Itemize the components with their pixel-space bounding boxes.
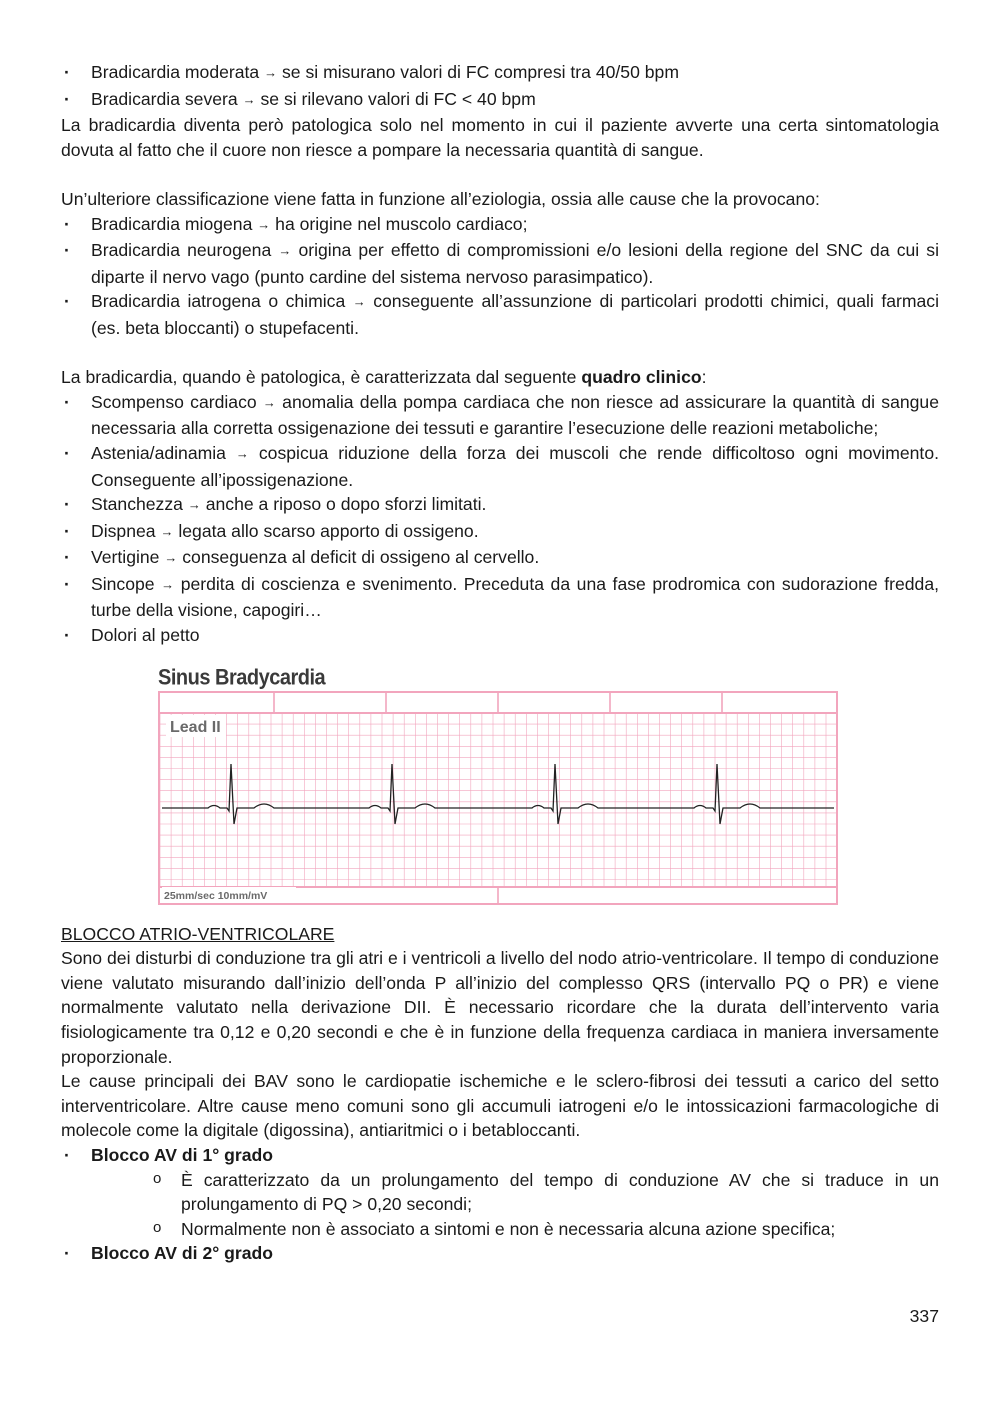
ecg-strip: [158, 691, 842, 909]
page-number: 337: [909, 1306, 939, 1326]
list-item: · Sincope → perdita di coscienza e svenimento. Preceduta da una fase prodromica con sudorazione fredda, turbe della visione, capogiri…: [61, 572, 939, 623]
paragraph-bav-definition: Sono dei disturbi di conduzione tra gli atri e i ventricoli a livello del nodo atrio-ventricolare. Il tempo di conduzione viene valutato misurando dall’inizio dell’onda P all’inizio del complesso QRS (intervallo PQ o PR) e viene normalmente valutato nella derivazione DII. È necessario ricordare che la durata dell’intervento varia fisiologicamente tra 0,12 e 0,20 secondi e che è in funzione della frequenza cardiaca in maniera inversamente proporzionale.: [61, 948, 939, 1067]
list-item: · Bradicardia severa → se si rilevano valori di FC < 40 bpm: [61, 87, 939, 114]
list-item: · Bradicardia moderata → se si misurano valori di FC compresi tra 40/50 bpm: [61, 60, 939, 87]
etiology-bullet-list: [61, 212, 939, 341]
lead-label: Lead II: [170, 718, 221, 736]
paragraph-pathologic: La bradicardia diventa però patologica solo nel momento in cui il paziente avverte una certa sintomatologia dovuta al fatto che il cuore non riesce a pompare la necessaria quantità di sangue.: [61, 115, 939, 160]
block2-title: Blocco AV di 2° grado: [91, 1243, 274, 1264]
ecg-footer-label: 25mm/sec 10mm/mV: [164, 889, 268, 902]
list-item: [61, 1241, 939, 1266]
list-item: · Dispnea → legata allo scarso apporto di ossigeno.: [61, 519, 939, 546]
list-item: · Bradicardia miogena → ha origine nel muscolo cardiaco;: [61, 212, 939, 239]
ecg-frame: [159, 692, 837, 904]
paragraph-clinical-intro: La bradicardia, quando è patologica, è caratterizzata dal seguente quadro clinico:: [61, 367, 707, 388]
list-item: [61, 1143, 939, 1241]
list-item: · Astenia/adinamia → cospicua riduzione della forza dei muscoli che rende difficoltoso ogni movimento. Conseguente all’ipossigenazione.: [61, 441, 939, 492]
sub-list-item: o Normalmente non è associato a sintomi e non è necessaria alcuna azione specifica;: [151, 1217, 939, 1242]
block1-title: Blocco AV di 1° grado: [91, 1145, 274, 1165]
list-item: · Bradicardia iatrogena o chimica → conseguente all’assunzione di particolari prodotti chimici, quali farmaci (es. beta bloccanti) o stupefacenti.: [61, 289, 939, 340]
list-item: · Scompenso cardiaco → anomalia della pompa cardiaca che non riesce ad assicurare la quantità di sangue necessaria alla corretta ossigenazione dei tessuti e garantire l’esecuzione delle reazioni metaboliche;: [61, 390, 939, 441]
section-title: BLOCCO ATRIO-VENTRICOLARE: [61, 923, 335, 944]
ecg-figure: [158, 666, 842, 912]
ecg-title: Sinus Bradycardia: [158, 665, 326, 690]
block-list: [61, 1143, 939, 1266]
list-item: · Bradicardia neurogena → origina per effetto di compromissioni e/o lesioni della regione del SNC da cui si diparte il nervo vago (punto cardine del sistema nervoso parasimpatico).: [61, 238, 939, 289]
intro-bullet-list: [61, 60, 939, 113]
paragraph-bav-causes: Le cause principali dei BAV sono le cardiopatie ischemiche e le sclero-fibrosi dei tessuti a carico del setto interventricolare. Altre cause meno comuni sono gli accumuli iatrogeni e/o le intossicazioni farmacologiche di molecole come la digitale (digossina), antiaritmici o i betabloccanti.: [61, 1071, 939, 1141]
block1-sublist: [91, 1168, 939, 1242]
sub-list-item: o È caratterizzato da un prolungamento del tempo di conduzione AV che si traduce in un prolungamento di PQ > 0,20 secondi;: [151, 1168, 939, 1217]
clinical-bullet-list: [61, 390, 939, 648]
page-body: [61, 60, 939, 1266]
list-item: · Vertigine → conseguenza al deficit di ossigeno al cervello.: [61, 545, 939, 572]
list-item: · Dolori al petto: [61, 623, 939, 648]
paragraph-classification: Un’ulteriore classificazione viene fatta in funzione all’eziologia, ossia alle cause che la provocano:: [61, 188, 820, 209]
list-item: · Stanchezza → anche a riposo o dopo sforzi limitati.: [61, 492, 939, 519]
